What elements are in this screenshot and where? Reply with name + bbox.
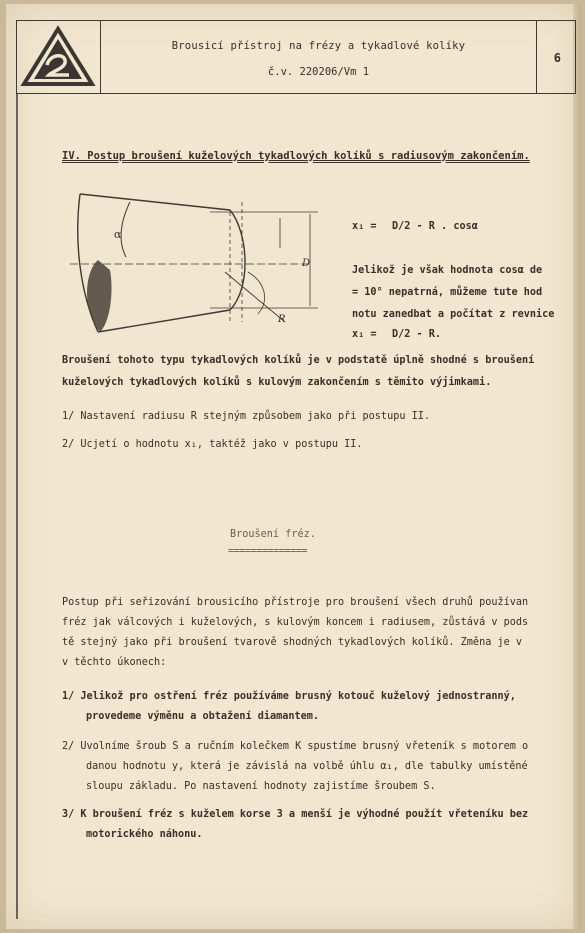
subsection-underline: ============== bbox=[228, 546, 307, 557]
formula2-lhs: x₁ = bbox=[352, 329, 377, 340]
diameter-label: D bbox=[302, 258, 311, 269]
page-number: 6 bbox=[553, 51, 561, 65]
section-heading: IV. Postup broušení kuželových tykadlových kolíků s radiusovým zakončením. bbox=[62, 150, 530, 162]
item-3a: 3/ K broušení fréz s kuželem korse 3 a menší je výhodné použít vřeteníku bez bbox=[62, 809, 529, 820]
subsection-title: Broušení fréz. bbox=[230, 529, 316, 540]
radius-label: R bbox=[278, 314, 286, 325]
formula-text-1: Jelikož je však hodnota cosα de bbox=[352, 265, 543, 276]
para2-line3: tě stejný jako při broušení tvarově shodných tykadlových kolíků. Změna je v bbox=[62, 637, 523, 648]
item-2c: sloupu základu. Po nastavení hodnoty zajistíme šroubem S. bbox=[86, 781, 436, 792]
formula-text-3: notu zanedbat a počítat z revnice bbox=[352, 309, 555, 320]
pin-diagram bbox=[70, 182, 330, 352]
company-logo bbox=[17, 21, 99, 93]
header-title-cell bbox=[101, 21, 537, 93]
drawing-number: č.v. 220206/Vm 1 bbox=[267, 66, 370, 78]
left-margin-rule bbox=[16, 94, 18, 919]
page-edge bbox=[573, 4, 581, 929]
alpha-label: α bbox=[114, 228, 122, 241]
para2-line2: fréz jak válcových i kuželových, s kulovým koncem i radiusem, zůstává v pods bbox=[62, 617, 529, 628]
formula1-lhs: x₁ = bbox=[352, 221, 377, 232]
item2-line: 2/ Ucjetí o hodnotu x₁, taktéž jako v postupu II. bbox=[62, 439, 363, 450]
formula2-rhs: D/2 - R. bbox=[392, 329, 442, 340]
para1-line2: kuželových tykadlových kolíků s kulovým zakončením s těmito výjimkami. bbox=[62, 377, 492, 388]
item-1a: 1/ Jelikož pro ostření fréz používáme brusný kotouč kuželový jednostranný, bbox=[62, 691, 516, 702]
logo-cell bbox=[17, 21, 101, 93]
item-1b: provedeme výměnu a obtažení diamantem. bbox=[86, 711, 320, 722]
formula1-rhs: D/2 - R . cosα bbox=[392, 221, 478, 232]
item-3b: motorického náhonu. bbox=[86, 829, 203, 840]
formula-text-2: = 10° nepatrná, můžeme tute hod bbox=[352, 287, 543, 298]
item1-line: 1/ Nastavení radiusu R stejným způsobem jako při postupu II. bbox=[62, 411, 431, 422]
para2-line4: v těchto úkonech: bbox=[62, 657, 167, 668]
header-box bbox=[16, 20, 576, 94]
document-title: Brousicí přístroj na frézy a tykadlové kolíky bbox=[171, 40, 466, 52]
item-2b: danou hodnotu y, která je závislá na volbě úhlu α₁, dle tabulky umístěné bbox=[86, 761, 528, 772]
para1-line1: Broušení tohoto typu tykadlových kolíků je v podstatě úplně shodné s broušení bbox=[62, 355, 535, 366]
item-2a: 2/ Uvolníme šroub S a ručním kolečkem K spustíme brusný vřeteník s motorem o bbox=[62, 741, 529, 752]
para2-line1: Postup při seřizování brousicího přístroje pro broušení všech druhů používan bbox=[62, 597, 529, 608]
